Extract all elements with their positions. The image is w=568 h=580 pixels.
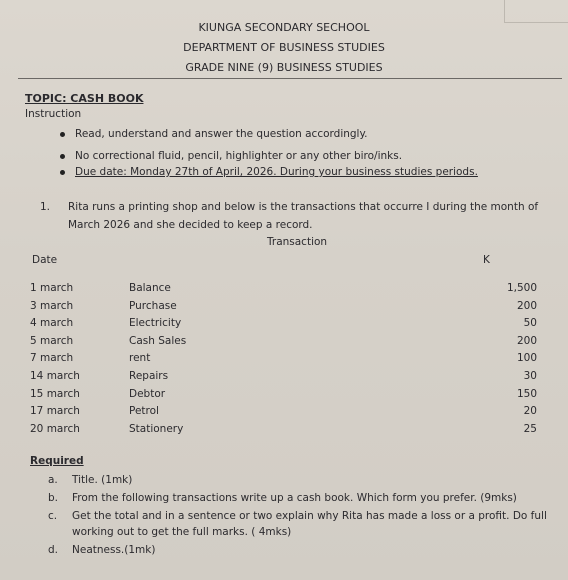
table-row [30,388,537,406]
question-text: Rita runs a printing shop and below is the transactions that occurre I during the month of March 2026 and she decided to keep a record. [68,201,539,231]
item-text: Get the total and in a sentence or two explain why Rita has made a loss or a profit. Do full working out to get the full marks. ( 4mks) [72,510,547,538]
transactions-table [30,282,537,440]
date-cell: 17 march [30,405,80,418]
topic-heading: TOPIC: CASH BOOK [25,92,144,105]
bullet-icon [60,154,65,159]
required-heading: Required [30,455,84,467]
amount-cell: 1,500 [506,282,537,294]
amount-cell: 200 [516,299,537,312]
date-cell: 7 march [30,352,74,365]
description-cell: rent [129,352,151,365]
table-row [30,405,537,423]
date-column-header: Date [32,254,58,266]
description-cell: Balance [129,282,171,294]
amount-cell: 200 [516,334,537,347]
instruction-item [60,166,478,178]
date-cell: 1 march [30,282,74,294]
required-item [48,542,560,558]
table-row [30,282,537,300]
instruction-title: Instruction [25,108,82,120]
description-cell: Repairs [129,369,169,382]
amount-cell: 20 [523,405,537,418]
amount-cell: 150 [516,387,537,400]
question-1 [40,198,550,234]
department-name: DEPARTMENT OF BUSINESS STUDIES [183,41,385,54]
date-cell: 5 march [30,334,74,347]
description-cell: Debtor [129,387,166,400]
item-letter: b. [48,492,59,504]
item-text: From the following transactions write up a cash book. Which form you prefer. (9mks) [72,492,517,504]
description-cell: Stationery [129,422,184,435]
amount-cell: 50 [523,317,537,330]
bullet-icon [60,132,65,137]
description-cell: Cash Sales [129,334,187,347]
instruction-item [60,128,368,140]
grade-title: GRADE NINE (9) BUSINESS STUDIES [185,61,383,74]
header-divider [18,78,562,79]
amount-cell: 25 [523,422,537,435]
table-row [30,317,537,335]
required-item [48,472,560,488]
bullet-icon [60,170,65,175]
item-letter: d. [48,544,59,556]
date-cell: 14 march [30,369,80,382]
date-cell: 4 march [30,317,74,330]
date-cell: 3 march [30,299,74,312]
instruction-item [60,150,402,162]
question-number: 1. [40,201,51,213]
instruction-text: Read, understand and answer the question accordingly. [75,128,368,140]
amount-cell: 30 [523,369,537,382]
table-caption: Transaction [267,236,328,248]
school-name: KIUNGA SECONDARY SECHOOL [198,21,370,34]
required-item [48,490,560,506]
date-cell: 20 march [30,422,80,435]
description-cell: Purchase [129,299,177,312]
description-cell: Petrol [129,405,159,418]
instruction-text: No correctional fluid, pencil, highlighter or any other biro/inks. [75,150,403,162]
item-letter: c. [48,510,58,522]
table-row [30,335,537,353]
amount-column-header: K [483,254,490,266]
table-row [30,300,537,318]
table-row [30,352,537,370]
item-text: Title. (1mk) [72,474,133,486]
description-cell: Electricity [129,317,182,330]
page-header [0,18,568,78]
date-cell: 15 march [30,387,80,400]
required-item [48,508,560,540]
instruction-text: Due date: Monday 27th of April, 2026. During your business studies periods. [75,166,478,178]
item-text: Neatness.(1mk) [72,544,156,556]
item-letter: a. [48,474,58,486]
amount-cell: 100 [516,352,537,365]
required-list [48,472,560,560]
table-row [30,423,537,441]
table-row [30,370,537,388]
